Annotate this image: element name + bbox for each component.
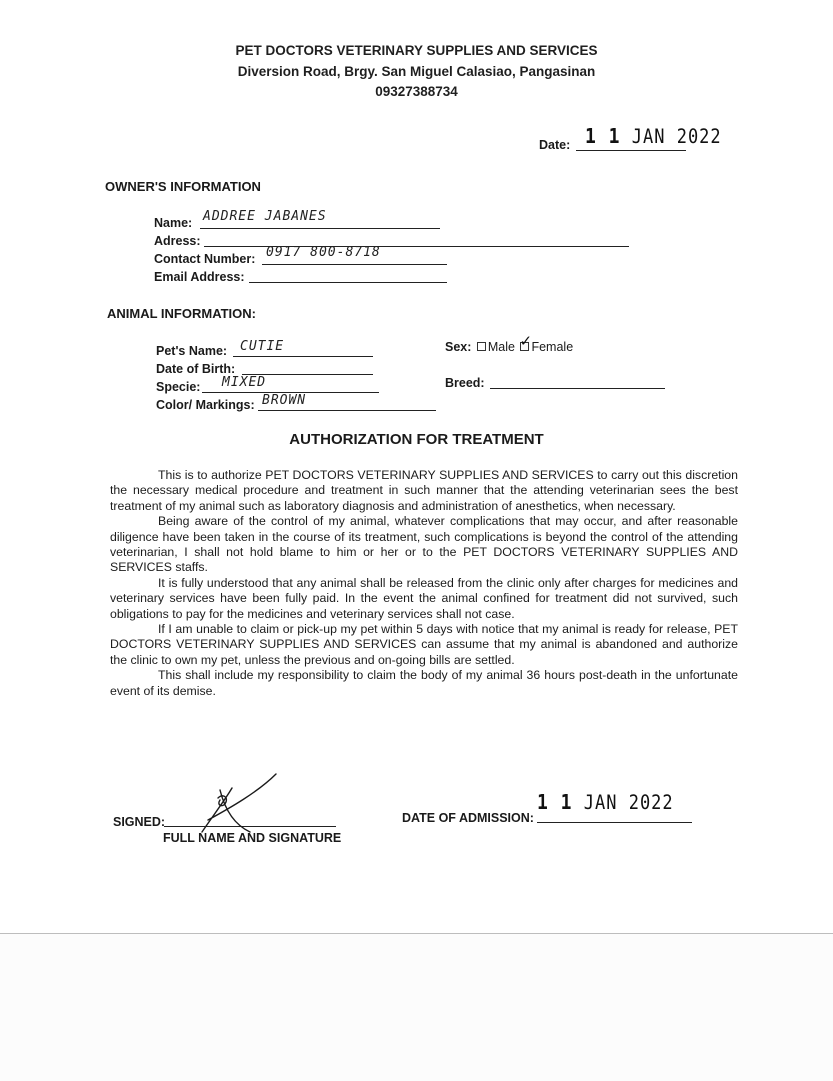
clinic-name: PET DOCTORS VETERINARY SUPPLIES AND SERVICES <box>235 43 598 58</box>
date-stamp-month-year: JAN 2022 <box>631 125 722 149</box>
breed-label: Breed: <box>445 376 485 390</box>
owner-name-value: ADDREE JABANES <box>203 209 327 224</box>
signature-caption: FULL NAME AND SIGNATURE <box>163 831 342 845</box>
admission-stamp <box>537 790 674 814</box>
sex-label: Sex: <box>445 340 472 354</box>
sex-male-checkbox[interactable] <box>477 342 486 351</box>
clinic-phone: 09327388734 <box>375 84 458 99</box>
sex-field <box>445 333 574 354</box>
dob-label: Date of Birth: <box>156 362 236 376</box>
admission-stamp-day: 1 1 <box>537 790 573 815</box>
owner-name-label: Name: <box>154 216 193 230</box>
owner-name-line <box>200 228 440 229</box>
specie-value: MIXED <box>222 375 267 390</box>
owner-email-label: Email Address: <box>154 270 245 284</box>
pet-name-line <box>233 356 373 357</box>
color-value: BROWN <box>262 393 307 408</box>
color-line <box>258 410 436 411</box>
authorization-title: AUTHORIZATION FOR TREATMENT <box>289 431 544 448</box>
scan-page-edge <box>0 933 833 1081</box>
date-stamp <box>585 124 722 148</box>
owner-contact-value: 0917 800-8718 <box>266 245 381 260</box>
owner-contact-line <box>262 264 447 265</box>
owner-contact-label: Contact Number: <box>154 252 256 266</box>
date-line <box>576 150 686 151</box>
authorization-paragraph: This shall include my responsibility to claim the body of my animal 36 hours post-death in the unfortunate event of its demise. <box>110 668 738 698</box>
authorization-paragraph: It is fully understood that any animal shall be released from the clinic only after charges for medicines and veterinary services have been fully paid. In the event the animal confined for treatment did not survived, such obligations to pay for the medicines and veterinary services shall not case. <box>110 575 738 621</box>
check-mark-icon: ✓ <box>519 333 533 351</box>
clinic-address: Diversion Road, Brgy. San Miguel Calasiao, Pangasinan <box>237 64 596 79</box>
owner-address-label: Adress: <box>154 234 201 248</box>
date-label: Date: <box>539 138 571 152</box>
authorization-paragraph: If I am unable to claim or pick-up my pet within 5 days with notice that my animal is ready for release, PET DOCTORS VETERINARY SUPPLIES AND SERVICES can assume that my animal is abandoned and authorize the clinic to own my pet, unless the previous and on-going bills are settled. <box>110 622 738 667</box>
color-label: Color/ Markings: <box>156 398 255 412</box>
admission-line <box>537 822 692 823</box>
authorization-body <box>110 468 738 699</box>
authorization-paragraph: This is to authorize PET DOCTORS VETERINARY SUPPLIES AND SERVICES to carry out this discretion the necessary medical procedure and treatment in such manner that the attending veterinarian sees the best treatment of my animal such as laboratory diagnosis and administration of anesthetics, when necessary. <box>110 468 738 513</box>
date-stamp-day: 1 1 <box>585 124 621 149</box>
owner-email-line <box>249 282 447 283</box>
signed-label: SIGNED: <box>113 815 166 829</box>
sex-female-label: Female <box>531 340 574 354</box>
admission-label: DATE OF ADMISSION: <box>402 811 534 825</box>
animal-section-title: ANIMAL INFORMATION: <box>107 306 256 321</box>
owner-section-title: OWNER'S INFORMATION <box>105 179 261 194</box>
authorization-paragraph: Being aware of the control of my animal, whatever complications that may occur, and after reasonable diligence have been taken in the course of its treatment, such complications is beyond the control of the attending veterinarian, I shall not hold blame to him or her or to the PET DOCTORS VETERINARY SUPPLIES AND SERVICES staffs. <box>110 514 738 575</box>
breed-line <box>490 388 665 389</box>
pet-name-value: CUTIE <box>240 339 285 354</box>
sex-male-label: Male <box>487 340 515 354</box>
sex-female-checkbox[interactable] <box>519 333 533 351</box>
specie-label: Specie: <box>156 380 201 394</box>
pet-name-label: Pet's Name: <box>156 344 228 358</box>
admission-stamp-month-year: JAN 2022 <box>583 791 674 815</box>
